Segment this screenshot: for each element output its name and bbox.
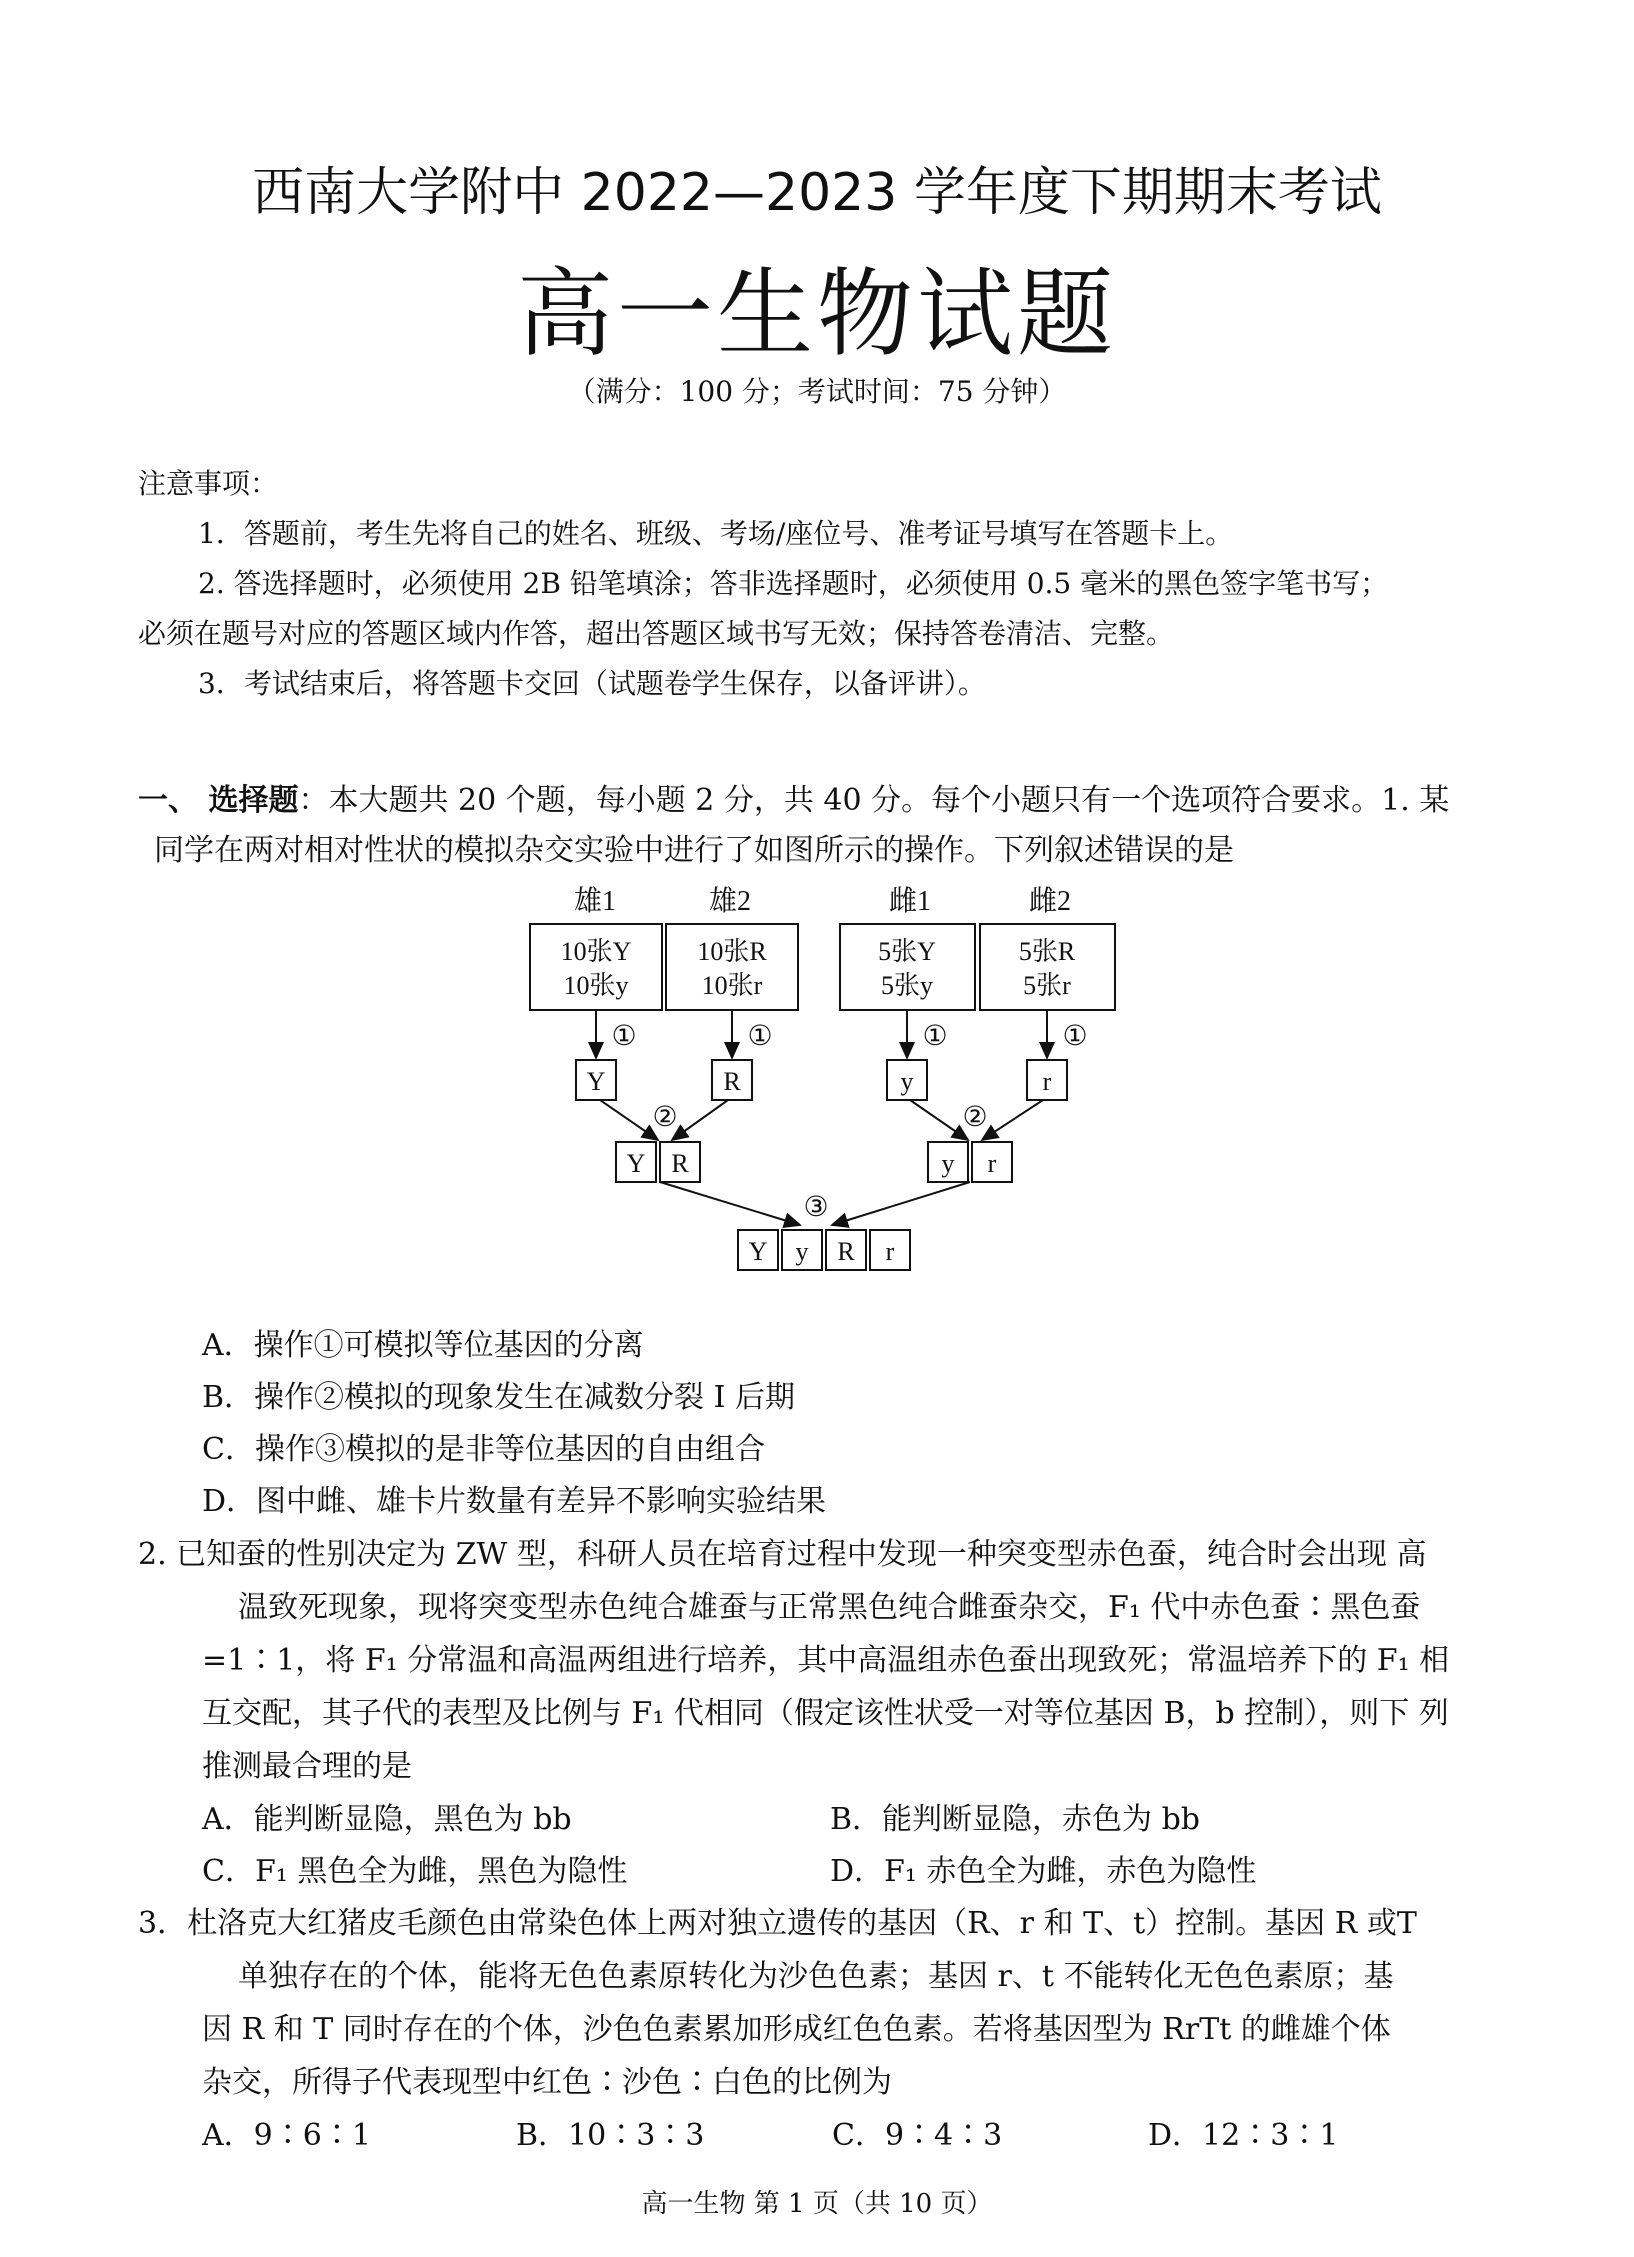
q1-option-b: B．操作②模拟的现象发生在减数分裂 I 后期 [202, 1380, 795, 1415]
step2-marker-left: ② [652, 1102, 678, 1133]
q3-line4: 杂交，所得子代表现型中红色∶沙色∶白色的比例为 [202, 2065, 892, 2100]
drawn-letter-r: r [1042, 1067, 1052, 1096]
section-intro: ：本大题共 20 个题，每小题 2 分，共 40 分。每个小题只有一个选项符合要求。1. 某 [298, 783, 1450, 818]
q2-line5: 推测最合理的是 [202, 1749, 412, 1784]
page-footer: 高一生物 第 1 页（共 10 页） [641, 2189, 993, 2219]
q2-line3: =1∶1，将 F₁ 分常温和高温两组进行培养，其中高温组赤色蚕出现致死；常温培养下的 F₁ 相 [202, 1643, 1450, 1678]
step1-marker-d: ① [1062, 1021, 1088, 1052]
notice-heading: 注意事项： [138, 467, 279, 500]
step1-marker-c: ① [922, 1021, 948, 1052]
q2-option-c: C．F₁ 黑色全为雌，黑色为隐性 [202, 1854, 628, 1889]
exam-info: （满分：100 分；考试时间：75 分钟） [567, 375, 1067, 408]
card-count-male1-a: 10张Y [560, 937, 632, 966]
q3-line1: 3．杜洛克大红猪皮毛颜色由常染色体上两对独立遗传的基因（R、r 和 T、t）控制。基因 R 或T [138, 1906, 1417, 1941]
final-letter-4: r [885, 1237, 895, 1266]
exam-title: 西南大学附中 2022—2023 学年度下期期末考试 [252, 163, 1382, 223]
notice-item-2-line2: 必须在题号对应的答题区域内作答，超出答题区域书写无效；保持答卷清洁、完整。 [138, 617, 1175, 650]
q1-option-d: D．图中雌、雄卡片数量有差异不影响实验结果 [202, 1484, 827, 1519]
group-label-female1: 雌1 [888, 886, 932, 917]
card-count-female1-b: 5张y [880, 971, 934, 1000]
step3-marker: ③ [803, 1192, 829, 1223]
q1-option-c: C．操作③模拟的是非等位基因的自由组合 [202, 1432, 765, 1467]
q1-option-a: A．操作①可模拟等位基因的分离 [202, 1328, 644, 1363]
combo-left-letter-2: R [671, 1149, 689, 1178]
combo-right-letter-1: y [941, 1149, 955, 1178]
final-letter-3: R [837, 1237, 855, 1266]
group-label-male2: 雄2 [708, 886, 752, 917]
card-count-female1-a: 5张Y [878, 937, 936, 966]
section-label: 一、 选择题 [138, 783, 299, 818]
step1-marker-a: ① [611, 1021, 637, 1052]
drawn-letter-y: y [900, 1067, 914, 1096]
drawn-letter-Y: Y [586, 1067, 606, 1096]
q2-line4: 互交配，其子代的表型及比例与 F₁ 代相同（假定该性状受一对等位基因 B，b 控制），则下 列 [202, 1696, 1449, 1731]
final-letter-2: y [795, 1237, 809, 1266]
notice-item-3: 3．考试结束后，将答题卡交回（试题卷学生保存，以备评讲）。 [198, 667, 986, 700]
q2-line2: 温致死现象，现将突变型赤色纯合雄蚕与正常黑色纯合雌蚕杂交，F₁ 代中赤色蚕∶黑色蚕 [238, 1590, 1421, 1625]
q2-line1: 2. 已知蚕的性别决定为 ZW 型，科研人员在培育过程中发现一种突变型赤色蚕，纯合时会出现 高 [138, 1537, 1427, 1572]
step2-marker-right: ② [962, 1102, 988, 1133]
q3-option-d: D．12∶3∶1 [1148, 2118, 1339, 2153]
card-count-male2-b: 10张r [701, 971, 763, 1000]
final-letter-1: Y [748, 1237, 768, 1266]
q2-option-d: D．F₁ 赤色全为雌，赤色为隐性 [830, 1854, 1257, 1889]
section-heading [138, 775, 1449, 819]
q2-option-b: B．能判断显隐，赤色为 bb [830, 1802, 1200, 1837]
simulation-diagram [510, 880, 1130, 1300]
q3-line3: 因 R 和 T 同时存在的个体，沙色色素累加形成红色色素。若将基因型为 RrTt 的雌雄个体 [202, 2012, 1391, 2047]
q3-line2: 单独存在的个体，能将无色色素原转化为沙色色素；基因 r、t 不能转化无色色素原；基 [238, 1959, 1394, 1994]
combo-left-letter-1: Y [626, 1149, 646, 1178]
combo-right-letter-2: r [987, 1149, 997, 1178]
card-count-female2-a: 5张R [1018, 937, 1076, 966]
q1-stem: 同学在两对相对性状的模拟杂交实验中进行了如图所示的操作。下列叙述错误的是 [154, 833, 1234, 868]
card-count-male1-b: 10张y [563, 971, 629, 1000]
notice-item-2-line1: 2. 答选择题时，必须使用 2B 铅笔填涂；答非选择题时，必须使用 0.5 毫米的黑色签字笔书写； [198, 567, 1389, 600]
step1-marker-b: ① [747, 1021, 773, 1052]
q3-option-c: C．9∶4∶3 [832, 2118, 1003, 2153]
card-count-male2-a: 10张R [697, 937, 767, 966]
subject-title: 高一生物试题 [517, 258, 1117, 370]
card-count-female2-b: 5张r [1023, 971, 1071, 1000]
group-label-male1: 雄1 [573, 886, 617, 917]
group-label-female2: 雌2 [1028, 886, 1072, 917]
q3-option-a: A．9∶6∶1 [202, 2118, 371, 2153]
notice-item-1: 1．答题前，考生先将自己的姓名、班级、考场/座位号、准考证号填写在答题卡上。 [198, 517, 1234, 550]
drawn-letter-R: R [723, 1067, 741, 1096]
q3-option-b: B．10∶3∶3 [516, 2118, 705, 2153]
q2-option-a: A．能判断显隐，黑色为 bb [202, 1802, 572, 1837]
